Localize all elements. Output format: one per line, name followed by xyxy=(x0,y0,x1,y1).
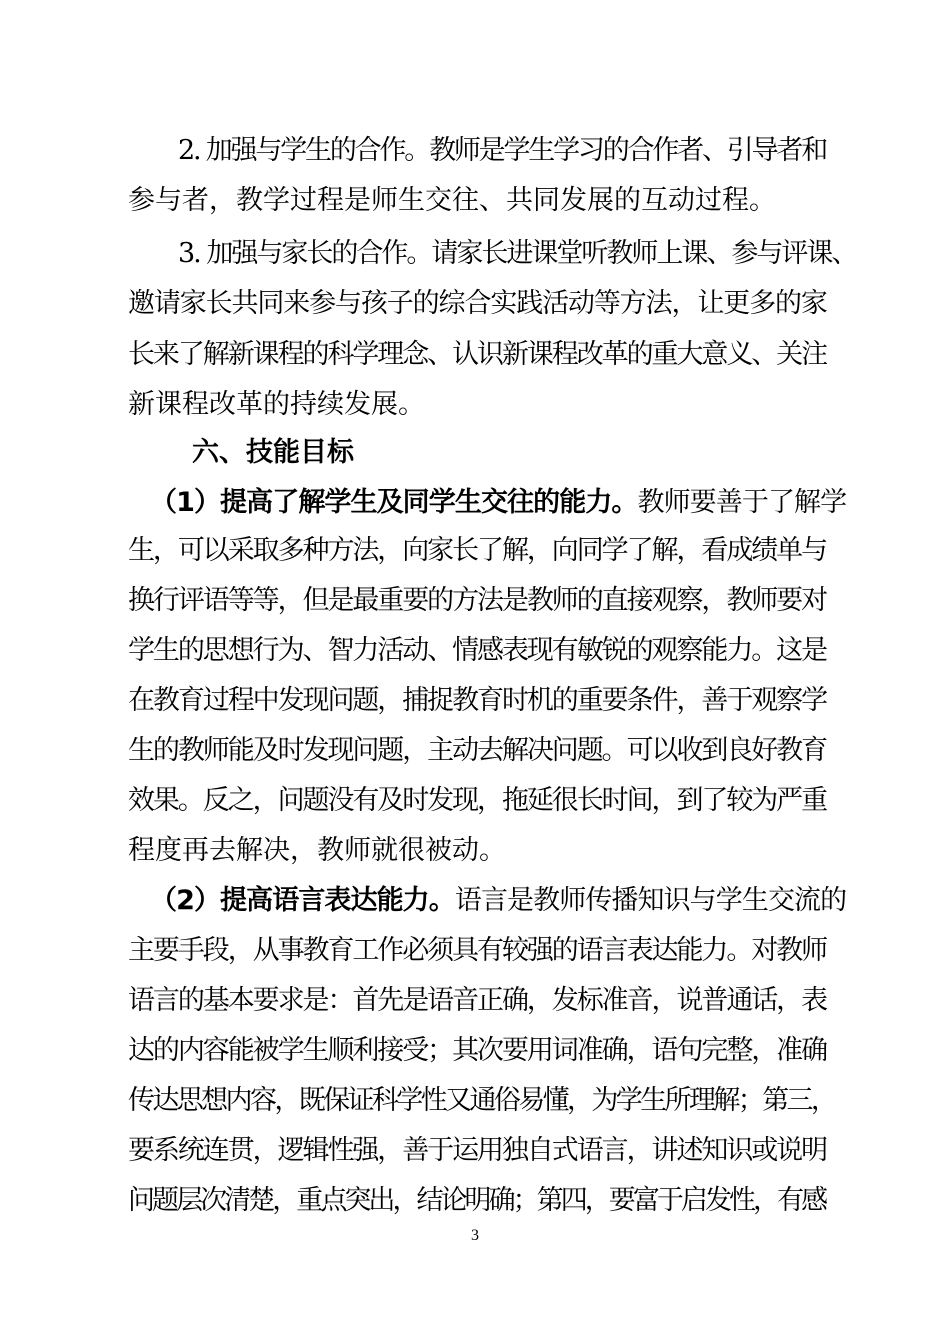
paragraph-line: 达的内容能被学生顺利接受；其次要用词准确，语句完整，准确 xyxy=(128,1035,827,1066)
paragraph-line: 3. 加强与家长的合作。请家长进课堂听教师上课、参与评课、 xyxy=(178,238,857,269)
paragraph-line: 学生的思想行为、智力活动、情感表现有敏锐的观察能力。这是 xyxy=(128,635,827,666)
paragraph-text: 教师要善于了解学 xyxy=(637,487,847,518)
paragraph-line: 参与者，教学过程是师生交往、共同发展的互动过程。 xyxy=(128,185,776,216)
paragraph-line: 生的教师能及时发现问题，主动去解决问题。可以收到良好教育 xyxy=(128,735,827,766)
paragraph-line: 要系统连贯，逻辑性强，善于运用独自式语言，讲述知识或说明 xyxy=(128,1135,827,1166)
paragraph-line: 新课程改革的持续发展。 xyxy=(128,389,425,420)
paragraph-line: 长来了解新课程的科学理念、认识新课程改革的重大意义、关注 xyxy=(128,339,827,370)
subheading: （2）提高语言表达能力。 xyxy=(150,885,455,916)
paragraph-line: 在教育过程中发现问题，捕捉教育时机的重要条件，善于观察学 xyxy=(128,685,827,716)
paragraph-line xyxy=(150,485,847,521)
paragraph-line: 问题层次清楚，重点突出，结论明确；第四，要富于启发性，有感 xyxy=(128,1185,826,1216)
paragraph-line: 传达思想内容，既保证科学性又通俗易懂，为学生所理解；第三， xyxy=(128,1085,836,1116)
paragraph-line: 语言的基本要求是：首先是语音正确，发标准音，说普通话，表 xyxy=(128,985,827,1016)
paragraph-line: 主要手段，从事教育工作必须具有较强的语言表达能力。对教师 xyxy=(128,935,827,966)
paragraph-line: 效果。反之，问题没有及时发现，拖延很长时间，到了较为严重 xyxy=(128,785,827,816)
paragraph-line: 生，可以采取多种方法，向家长了解，向同学了解，看成绩单与 xyxy=(128,535,827,566)
paragraph-line: 邀请家长共同来参与孩子的综合实践活动等方法，让更多的家 xyxy=(128,288,827,319)
subheading: （1）提高了解学生及同学生交往的能力。 xyxy=(150,487,638,518)
paragraph-line: 程度再去解决，教师就很被动。 xyxy=(128,835,506,866)
section-heading: 六、技能目标 xyxy=(192,437,354,468)
paragraph-line xyxy=(150,883,847,919)
page-number: 3 xyxy=(471,1227,479,1244)
paragraph-line: 2. 加强与学生的合作。教师是学生学习的合作者、引导者和 xyxy=(178,135,827,166)
paragraph-line: 换行评语等等，但是最重要的方法是教师的直接观察，教师要对 xyxy=(128,585,827,616)
paragraph-text: 语言是教师传播知识与学生交流的 xyxy=(454,885,847,916)
